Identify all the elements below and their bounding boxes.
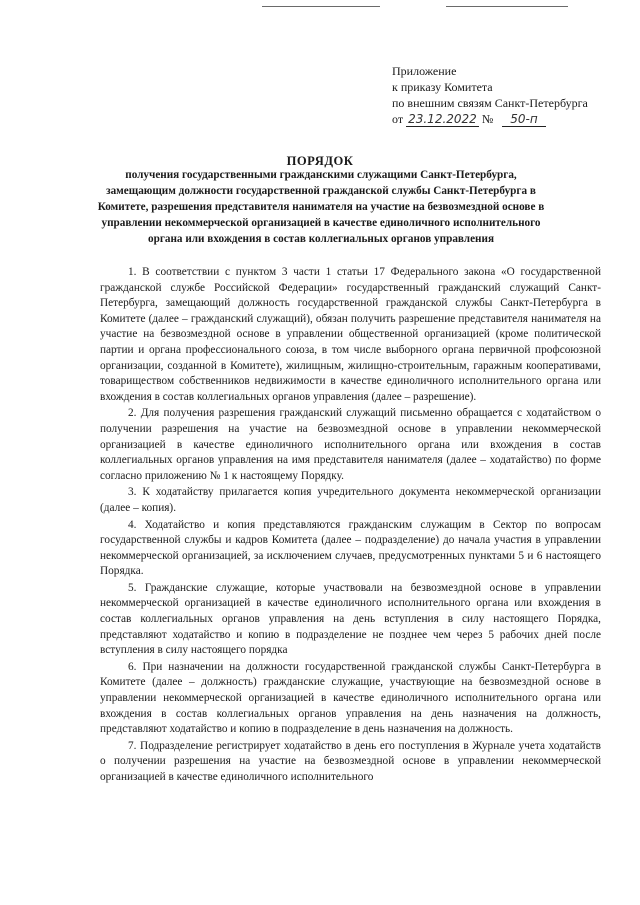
paragraph-5: 5. Гражданские служащие, которые участвовали на безвозмездной основе в управлении некоммерческой организацией в качестве единоличного исполнительного органа или вхождения в состав коллегиальных органов управления на день вступления в силу настоящего Порядка, представляют ходатайство и копию в подразделение не позднее чем через 5 рабочих дней после вступления в силу настоящего порядка — [100, 581, 601, 657]
appendix-line-1: Приложение — [392, 64, 457, 78]
appendix-line-2: к приказу Комитета — [392, 80, 493, 94]
paragraph-3: 3. К ходатайству прилагается копия учредительного документа некоммерческой организации (далее – копия). — [100, 486, 601, 514]
document-title: ПОРЯДОК — [286, 154, 354, 168]
document-body — [100, 265, 601, 787]
top-rule-right — [446, 6, 568, 7]
paragraph-4: 4. Ходатайство и копия представляются гражданским служащим в Сектор по вопросам государственной службы и кадров Комитета (далее – подразделение) до начала участия в управлении некоммерческой организацией, за исключением случаев, предусмотренных пунктами 5 и 6 настоящего Порядка. — [100, 518, 601, 578]
top-rule-left — [262, 6, 380, 7]
appendix-line-3: по внешним связям Санкт-Петербурга — [392, 96, 588, 110]
paragraph-6: 6. При назначении на должности государственной гражданской службы Санкт-Петербурга в Комитете (далее – должность) гражданские служащие, участвующие на безвозмездной основе в управлении некоммерческой организацией в качестве единоличного исполнительного органа или вхождения в состав коллегиальных органов управления на день назначения на должность, представляют ходатайство и копию в подразделение в день назначения на должность. — [100, 660, 601, 736]
order-number: 50-п — [502, 112, 545, 127]
from-label: от — [392, 112, 404, 126]
appendix-date-line — [392, 111, 588, 127]
paragraph-1: 1. В соответствии с пунктом 3 части 1 статьи 17 Федерального закона «О государственной гражданской службе Российской Федерации» государственный гражданский служащий Санкт-Петербурга, замещающий должность государственной гражданской службы Санкт-Петербурга в Комитете (далее – гражданский служащий), обязан получить разрешение представителя нанимателя на участие на безвозмездной основе в управлении общественной организацией (кроме политической партии и органа профессионального союза, в том числе выборного органа первичной профсоюзной организации, созданной в Комитете), жилищным, жилищно-строительным, гаражным кооперативами, товариществом собственников недвижимости в качестве единоличного исполнительного органа или вхождения в состав коллегиальных органов управления (далее – разрешение). — [100, 266, 601, 403]
paragraph-2: 2. Для получения разрешения гражданский служащий письменно обращается с ходатайством о получении разрешения на участие на безвозмездной основе в управлении некоммерческой организацией в качестве единоличного исполнительного органа или вхождения в состав коллегиальных органов управления на имя представителя нанимателя (далее – ходатайство) по форме согласно приложению № 1 к настоящему Порядку. — [100, 407, 601, 482]
appendix-block — [392, 63, 588, 127]
number-label: № — [481, 112, 494, 126]
order-date: 23.12.2022 — [408, 112, 477, 126]
paragraph-7: 7. Подразделение регистрирует ходатайство в день его поступления в Журнале учета ходатайств о получении разрешения на участие на безвозмездной основе в управлении некоммерческой организацией в качестве единоличного исполнительного — [100, 739, 601, 783]
document-subtitle: получения государственными гражданскими служащими Санкт-Петербурга, замещающим должности государственной гражданской службы Санкт-Петербурга в Комитете, разрешения представителя нанимателя на участие на безвозмездной основе в управлении некоммерческой организацией в качестве единоличного исполнительного органа или вхождения в состав коллегиальных органов управления — [97, 169, 545, 245]
